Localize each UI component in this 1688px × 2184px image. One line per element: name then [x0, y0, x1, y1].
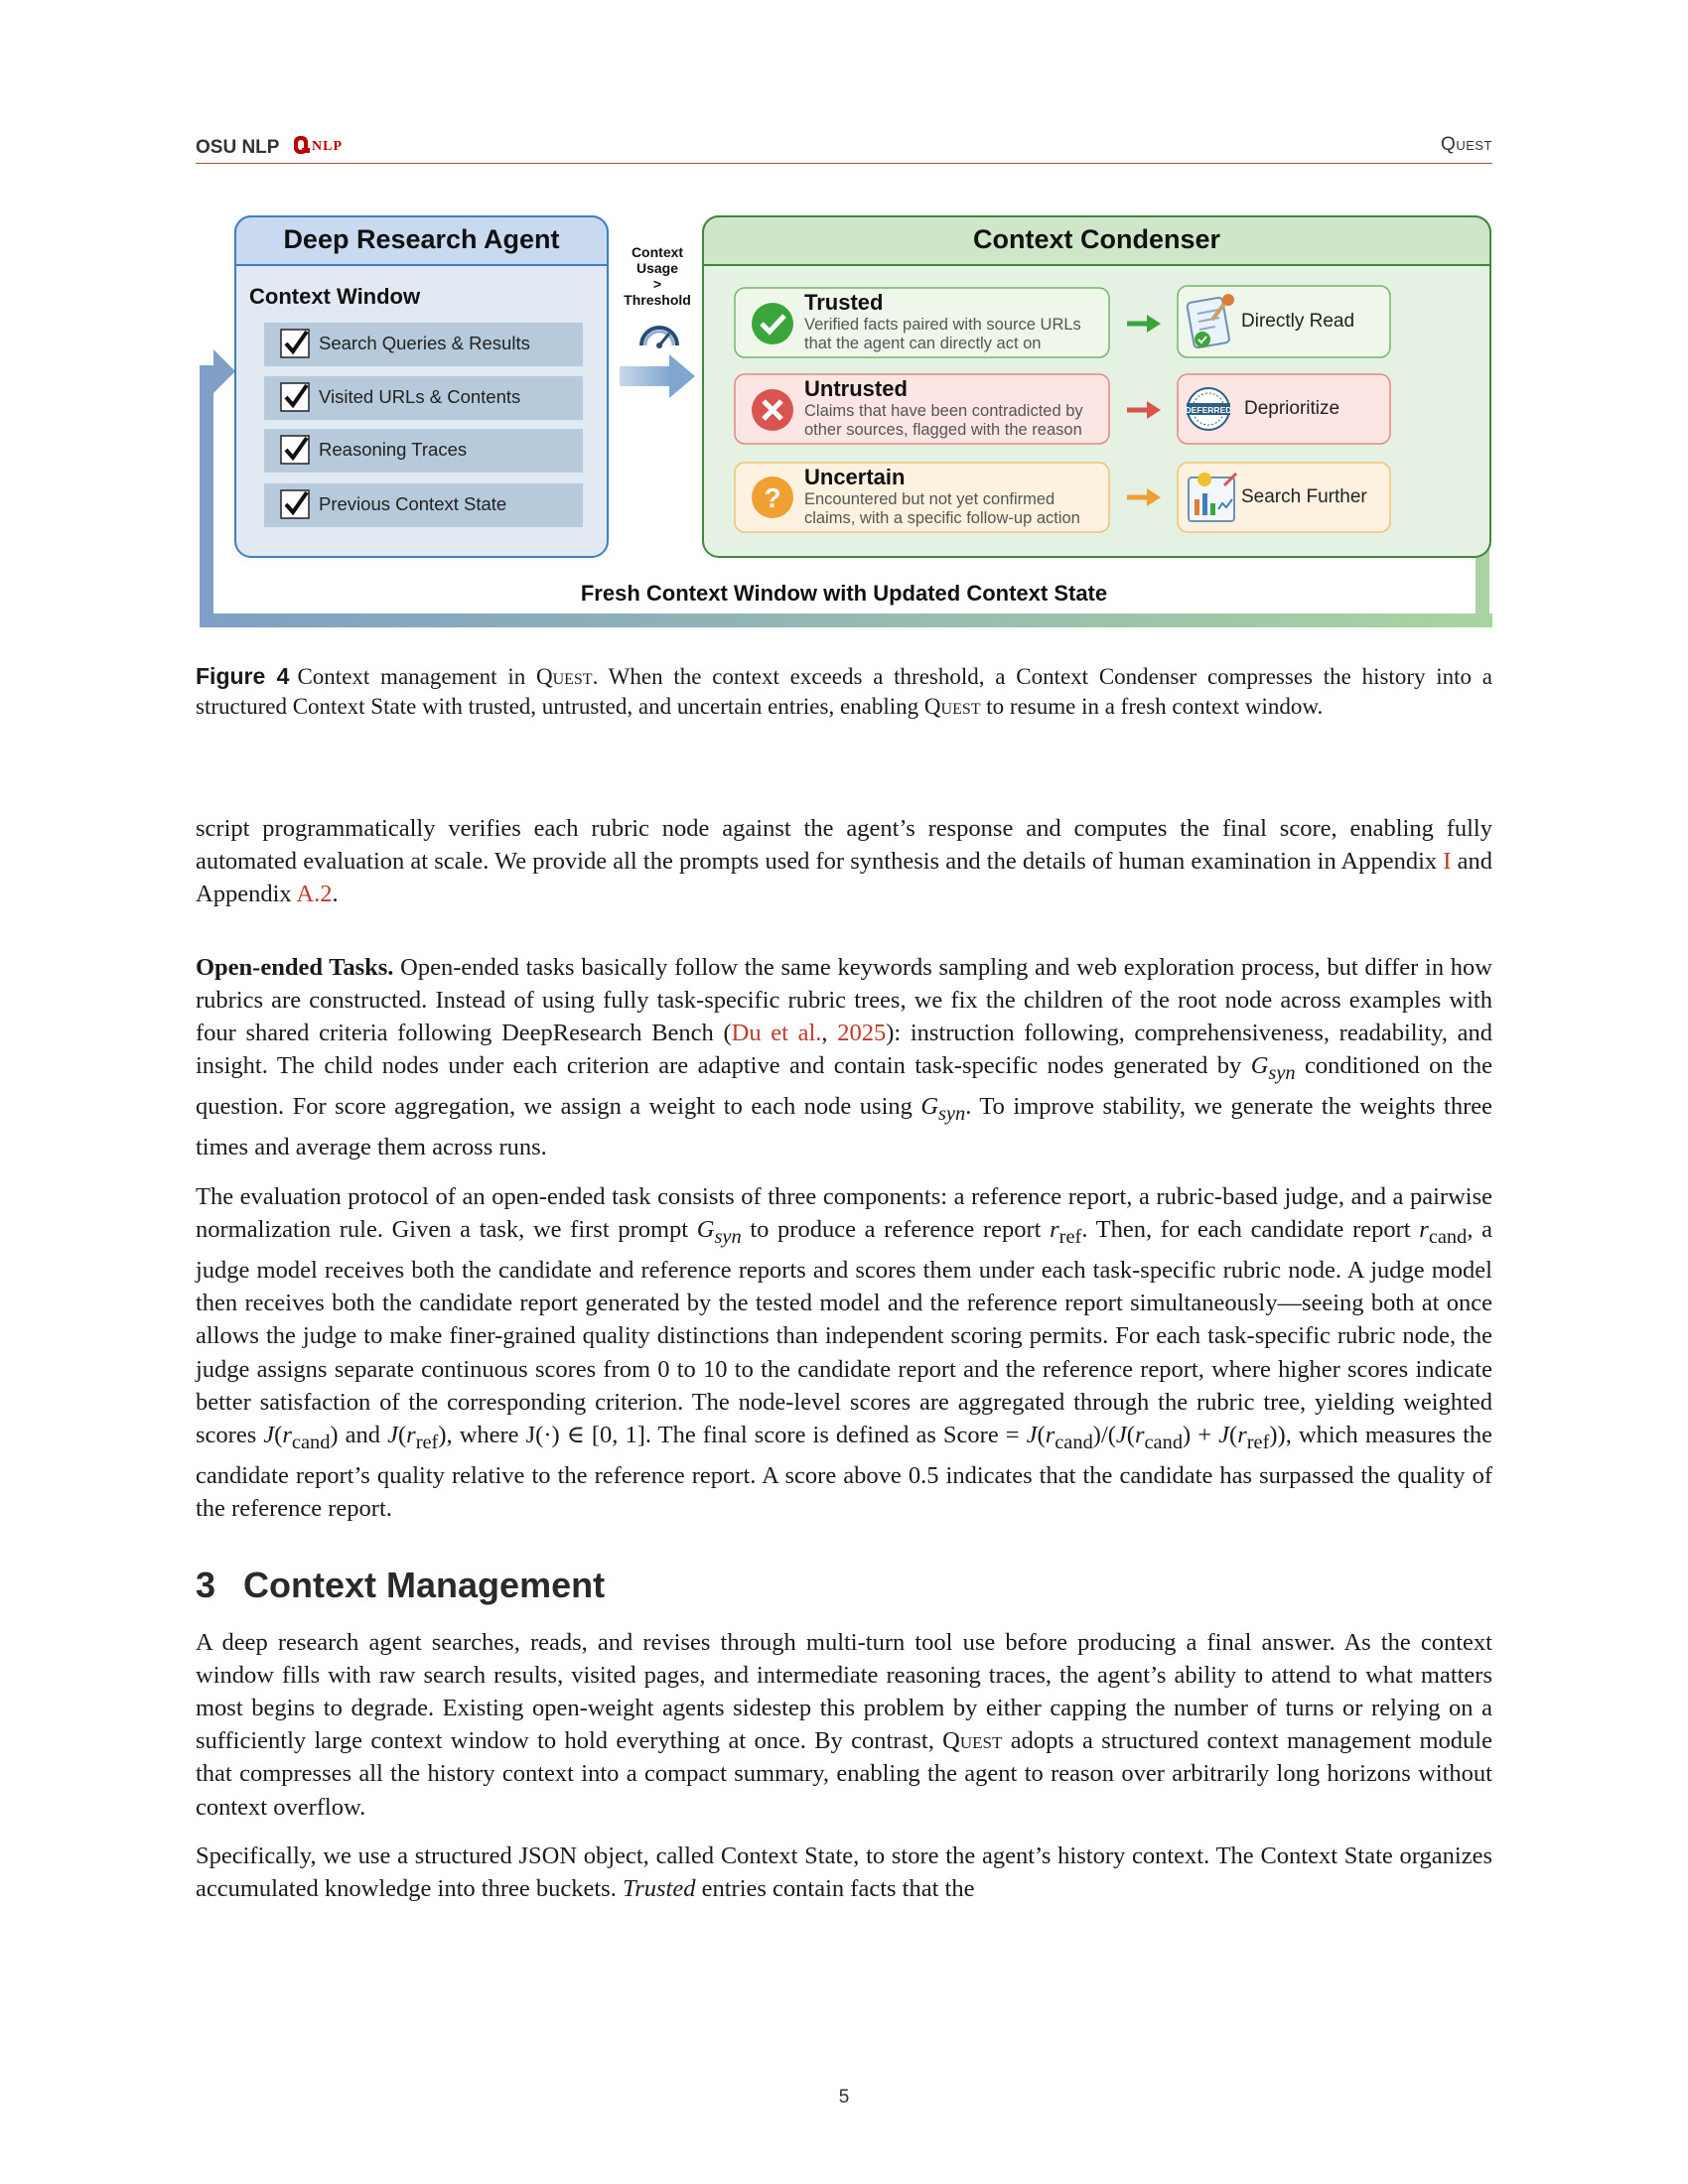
text: . — [332, 881, 339, 908]
text: and Appendix — [196, 848, 1493, 908]
text: to produce a reference report — [741, 1215, 1051, 1243]
appendix-link[interactable]: I — [1443, 848, 1452, 876]
header-org: OSU NLP — [196, 137, 280, 159]
math: ref — [415, 1431, 439, 1453]
threshold-line: Context — [631, 244, 684, 260]
paragraph-heading: Open-ended Tasks. — [196, 953, 394, 981]
osu-nlp-logo — [292, 133, 352, 163]
text: . To improve stability, we generate the weights three times and average them across runs. — [196, 1093, 1492, 1161]
stamp-text: DEFERRED — [1185, 405, 1232, 415]
bucket-title-trusted: Trusted — [804, 290, 884, 315]
math: ref — [1246, 1431, 1270, 1453]
body-text — [196, 812, 1492, 1921]
math: syn — [714, 1225, 742, 1248]
paragraph: The evaluation protocol of an open-ended task consists of three components: a reference report, a rubric-based judge, and a pairwise normalization rule. Given a task, we first prompt $G_{syn}$ to produce a reference report $r_{ref}$. Then, for each candidate report $r_{cand}$, a judge model receives both the candidate and reference reports and scores them under each task-specific rubric node. A judge model then receives both the candidate report generated by the tested model and the reference report simultaneously—seeing both at once allows the judge to make finer-grained quality distinctions than independent scoring permits. For each task-specific rubric node, the judge assigns separate continuous scores from 0 to 10 to the candidate report and the reference report, where higher scores indicate better satisfaction of the corresponding criterion. The node-level scores are aggregated through the rubric tree, yielding weighted scores $J(r_{cand})$ and $J(r_{ref})$, where J(·) ∈ [0, 1]. The final score is defined as Score = $J(r_{cand})/(J(r_{cand}) + J(r_{ref}))$, which measures the candidate report’s quality relative to the reference report. A score above 0.5 indicates that the candidate has surpassed the quality of the reference report. — [196, 1182, 1493, 1523]
text: script programmatically verifies each rubric node against the agent’s response and computes the final score, enabling fully automated evaluation at scale. We provide all the prompts used for synthesis and the details of human examination in Appendix — [196, 815, 1492, 876]
section-heading — [196, 1565, 1492, 1606]
window-item: Search Queries & Results — [319, 333, 530, 353]
text: The evaluation protocol of an open-ended task consists of three components: a reference report, a rubric-based judge, and a pairwise normalization rule. Given a task, we first prompt — [196, 1182, 1492, 1243]
math: cand — [291, 1431, 331, 1453]
text: entries contain facts that the — [695, 1875, 975, 1903]
bucket-desc-untrusted — [804, 402, 1083, 440]
math: J — [263, 1421, 275, 1448]
bucket-title-uncertain: Uncertain — [804, 465, 906, 489]
figure-context-management — [196, 214, 1492, 643]
quest-name: Quest — [535, 664, 593, 689]
paragraph — [196, 951, 1492, 1164]
document-check-icon — [1187, 294, 1234, 348]
action-search-further: Search Further — [1241, 486, 1367, 507]
text: , — [821, 1020, 838, 1047]
math: cand — [1144, 1431, 1184, 1453]
window-item: Reasoning Traces — [319, 439, 468, 460]
math: r — [1134, 1421, 1145, 1448]
header-title: Quest — [1441, 134, 1492, 155]
bucket-desc-line: other sources, flagged with the reason — [804, 421, 1082, 439]
math: G — [696, 1215, 715, 1243]
figure-label: Figure 4 — [196, 663, 290, 689]
math: r — [1045, 1421, 1055, 1448]
math: r — [1237, 1421, 1247, 1448]
window-item: Previous Context State — [319, 493, 507, 514]
paragraph — [196, 1840, 1492, 1905]
text: , where — [446, 1421, 526, 1448]
text: A deep research agent searches, reads, and revises through multi-turn tool use before producing a final answer. As the context window fills with raw search results, visited pages, and intermediate reasoning traces, the agent’s ability to attend to what matters most begins to degrade. Existing open-weight agents sidestep this problem by either capping the number of turns or relying on a sufficiently large context window to hold everything at once. By contrast, — [196, 1628, 1492, 1755]
math: G — [920, 1093, 939, 1121]
bucket-title-untrusted: Untrusted — [804, 376, 908, 401]
math: J(·) ∈ [0, 1] — [525, 1421, 645, 1448]
action-directly-read: Directly Read — [1241, 311, 1355, 332]
text: ): instruction following, comprehensiveness, readability, and insight. The child nodes under each criterion are adaptive and contain task-specific nodes generated by — [196, 1020, 1493, 1080]
agent-title: Deep Research Agent — [283, 224, 560, 254]
paragraph — [196, 812, 1492, 911]
bucket-desc-trusted — [804, 316, 1081, 353]
action-deprioritize: Deprioritize — [1244, 398, 1340, 419]
threshold-arrow — [620, 354, 695, 398]
emphasis: Trusted — [622, 1875, 696, 1903]
header-left — [196, 133, 352, 163]
window-item: Visited URLs & Contents — [319, 386, 521, 407]
math: r — [282, 1421, 292, 1448]
bucket-desc-line: Verified facts paired with source URLs — [804, 316, 1081, 334]
gauge-icon — [641, 328, 677, 348]
math: ref — [1058, 1225, 1082, 1248]
math: J — [1115, 1421, 1127, 1448]
math: J — [387, 1421, 398, 1448]
citation-link[interactable]: 2025 — [837, 1020, 887, 1047]
caption-text: . When the context exceeds a threshold, a Context Condenser compresses the history into a structured Context State with trusted, untrusted, and uncertain entries, enabling — [196, 664, 1492, 719]
math: J — [1218, 1421, 1230, 1448]
paragraph — [196, 1626, 1492, 1824]
figure-caption — [196, 661, 1492, 722]
condenser-title: Context Condenser — [972, 224, 1221, 254]
caption-text: to resume in a fresh context window. — [980, 694, 1324, 719]
deferred-stamp-icon — [1186, 388, 1232, 430]
text: Specifically, we use a structured JSON object, called Context State, to store the agent’s history context. The Context State organizes accumulated knowledge into three buckets. — [196, 1842, 1492, 1903]
appendix-link[interactable]: A.2 — [296, 881, 333, 908]
section-title: Context Management — [243, 1565, 606, 1606]
math: r — [406, 1421, 416, 1448]
bucket-desc-line: Claims that have been contradicted by — [804, 402, 1083, 420]
loop-label: Fresh Context Window with Updated Context State — [580, 581, 1108, 606]
math: r — [1050, 1215, 1059, 1243]
math: syn — [1268, 1062, 1296, 1085]
threshold-line: Usage — [635, 260, 679, 276]
bucket-desc-line: Encountered but not yet confirmed — [804, 490, 1055, 508]
text: conditioned on the question. For score aggregation, we assign a weight to each node using — [196, 1052, 1492, 1121]
text: . The final score is defined as Score = — [644, 1421, 1027, 1448]
context-window-label: Context Window — [249, 284, 421, 309]
citation-link[interactable]: Du et al. — [731, 1020, 822, 1047]
bucket-desc-line: that the agent can directly act on — [804, 335, 1042, 352]
bucket-desc-uncertain — [804, 490, 1080, 528]
text: , a judge model receives both the candidate and reference reports and scores them under each task-specific rubric node. A judge model then receives both the candidate report generated by the tested model and the reference report simultaneously—seeing both at once allows the judge to make finer-grained quality distinctions than independent scoring permits. For each task-specific rubric node, the judge assigns separate continuous scores from 0 to 10 to the candidate report and the reference report, where higher scores indicate better satisfaction of the corresponding criterion. The node-level scores are aggregated through the rubric tree, yielding weighted scores — [196, 1215, 1493, 1448]
caption-text: Context management in — [297, 664, 536, 689]
math: G — [1250, 1052, 1269, 1080]
quest-name: Quest — [923, 694, 981, 719]
svg-text:?: ? — [764, 482, 781, 513]
math: J — [1026, 1421, 1038, 1448]
quest-name: Quest — [942, 1727, 1003, 1755]
threshold-line: Threshold — [624, 292, 691, 308]
search-chart-icon — [1189, 473, 1236, 521]
math: cand — [1428, 1225, 1468, 1248]
math: r — [1419, 1215, 1429, 1243]
text: and — [338, 1421, 388, 1448]
logo-text: NLP — [312, 139, 344, 154]
math: syn — [938, 1103, 966, 1126]
text: Open-ended tasks basically follow the same keywords sampling and web exploration process, but differ in how rubrics are constructed. Instead of using fully task-specific rubric trees, we fix the children of the root node across examples with four shared criteria following DeepResearch Bench ( — [196, 953, 1493, 1047]
running-header — [196, 133, 1492, 164]
text: , which measures the candidate report’s quality relative to the reference report. A score above 0.5 indicates that the candidate has surpassed the quality of the reference report. — [196, 1421, 1492, 1523]
text: adopts a structured context management module that compresses all the history context into a compact summary, enabling the agent to reason over arbitrarily long horizons without context overflow. — [196, 1727, 1492, 1821]
section-number: 3 — [196, 1565, 216, 1606]
threshold-label — [613, 244, 702, 308]
bucket-desc-line: claims, with a specific follow-up action — [804, 509, 1080, 527]
math: cand — [1055, 1431, 1093, 1453]
page-number: 5 — [838, 2087, 850, 2108]
text: . Then, for each candidate report — [1081, 1215, 1420, 1243]
threshold-line: > — [652, 276, 662, 292]
